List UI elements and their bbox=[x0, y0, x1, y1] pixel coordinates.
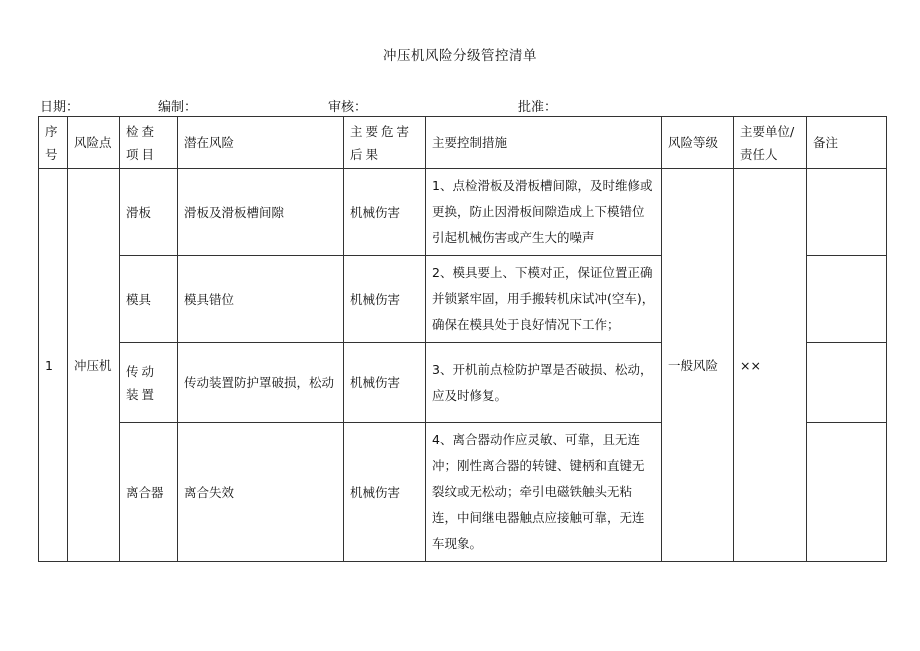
cell-remark bbox=[807, 343, 887, 423]
cell-potential-risk: 离合失效 bbox=[178, 423, 344, 562]
signature-line bbox=[40, 96, 880, 114]
risk-control-table bbox=[38, 116, 887, 562]
cell-control: 3、开机前点检防护罩是否破损、松动，应及时修复。 bbox=[426, 343, 662, 423]
cell-potential-risk: 滑板及滑板槽间隙 bbox=[178, 169, 344, 256]
table-row bbox=[39, 169, 887, 256]
approver-label: 批准： bbox=[518, 100, 558, 115]
header-check-item: 检查项目 bbox=[120, 117, 178, 169]
header-potential-risk: 潜在风险 bbox=[178, 117, 344, 169]
cell-risk-level: 一般风险 bbox=[662, 169, 734, 562]
reviewer-label: 审核： bbox=[328, 100, 368, 115]
cell-check-item: 滑板 bbox=[120, 169, 178, 256]
header-risk-point: 风险点 bbox=[68, 117, 120, 169]
cell-potential-risk: 传动装置防护罩破损，松动 bbox=[178, 343, 344, 423]
table-header-row bbox=[39, 117, 887, 169]
document-title: 冲压机风险分级管控清单 bbox=[383, 48, 537, 64]
cell-control: 2、模具要上、下模对正，保证位置正确并锁紧牢固，用手搬转机床试冲(空车)，确保在模具处于良好情况下工作； bbox=[426, 256, 662, 343]
cell-remark bbox=[807, 256, 887, 343]
header-owner: 主要单位/责任人 bbox=[734, 117, 807, 169]
header-control: 主要控制措施 bbox=[426, 117, 662, 169]
cell-remark bbox=[807, 423, 887, 562]
cell-owner: ×× bbox=[734, 169, 807, 562]
cell-check-item: 离合器 bbox=[120, 423, 178, 562]
cell-consequence: 机械伤害 bbox=[344, 343, 426, 423]
header-remark: 备注 bbox=[807, 117, 887, 169]
cell-check-item: 模具 bbox=[120, 256, 178, 343]
cell-consequence: 机械伤害 bbox=[344, 169, 426, 256]
date-label: 日期： bbox=[40, 100, 80, 115]
header-consequence: 主要危害后果 bbox=[344, 117, 426, 169]
cell-potential-risk: 模具错位 bbox=[178, 256, 344, 343]
cell-seq: 1 bbox=[39, 169, 68, 562]
cell-risk-point: 冲压机 bbox=[68, 169, 120, 562]
cell-consequence: 机械伤害 bbox=[344, 256, 426, 343]
cell-consequence: 机械伤害 bbox=[344, 423, 426, 562]
cell-control: 4、离合器动作应灵敏、可靠，且无连冲；刚性离合器的转键、键柄和直键无裂纹或无松动；牵引电磁铁触头无粘连，中间继电器触点应接触可靠，无连车现象。 bbox=[426, 423, 662, 562]
header-seq: 序号 bbox=[39, 117, 68, 169]
header-level: 风险等级 bbox=[662, 117, 734, 169]
cell-control: 1、点检滑板及滑板槽间隙，及时维修或更换，防止因滑板间隙造成上下模错位引起机械伤害或产生大的噪声 bbox=[426, 169, 662, 256]
cell-remark bbox=[807, 169, 887, 256]
cell-check-item: 传动装置 bbox=[120, 343, 178, 423]
editor-label: 编制： bbox=[158, 100, 198, 115]
